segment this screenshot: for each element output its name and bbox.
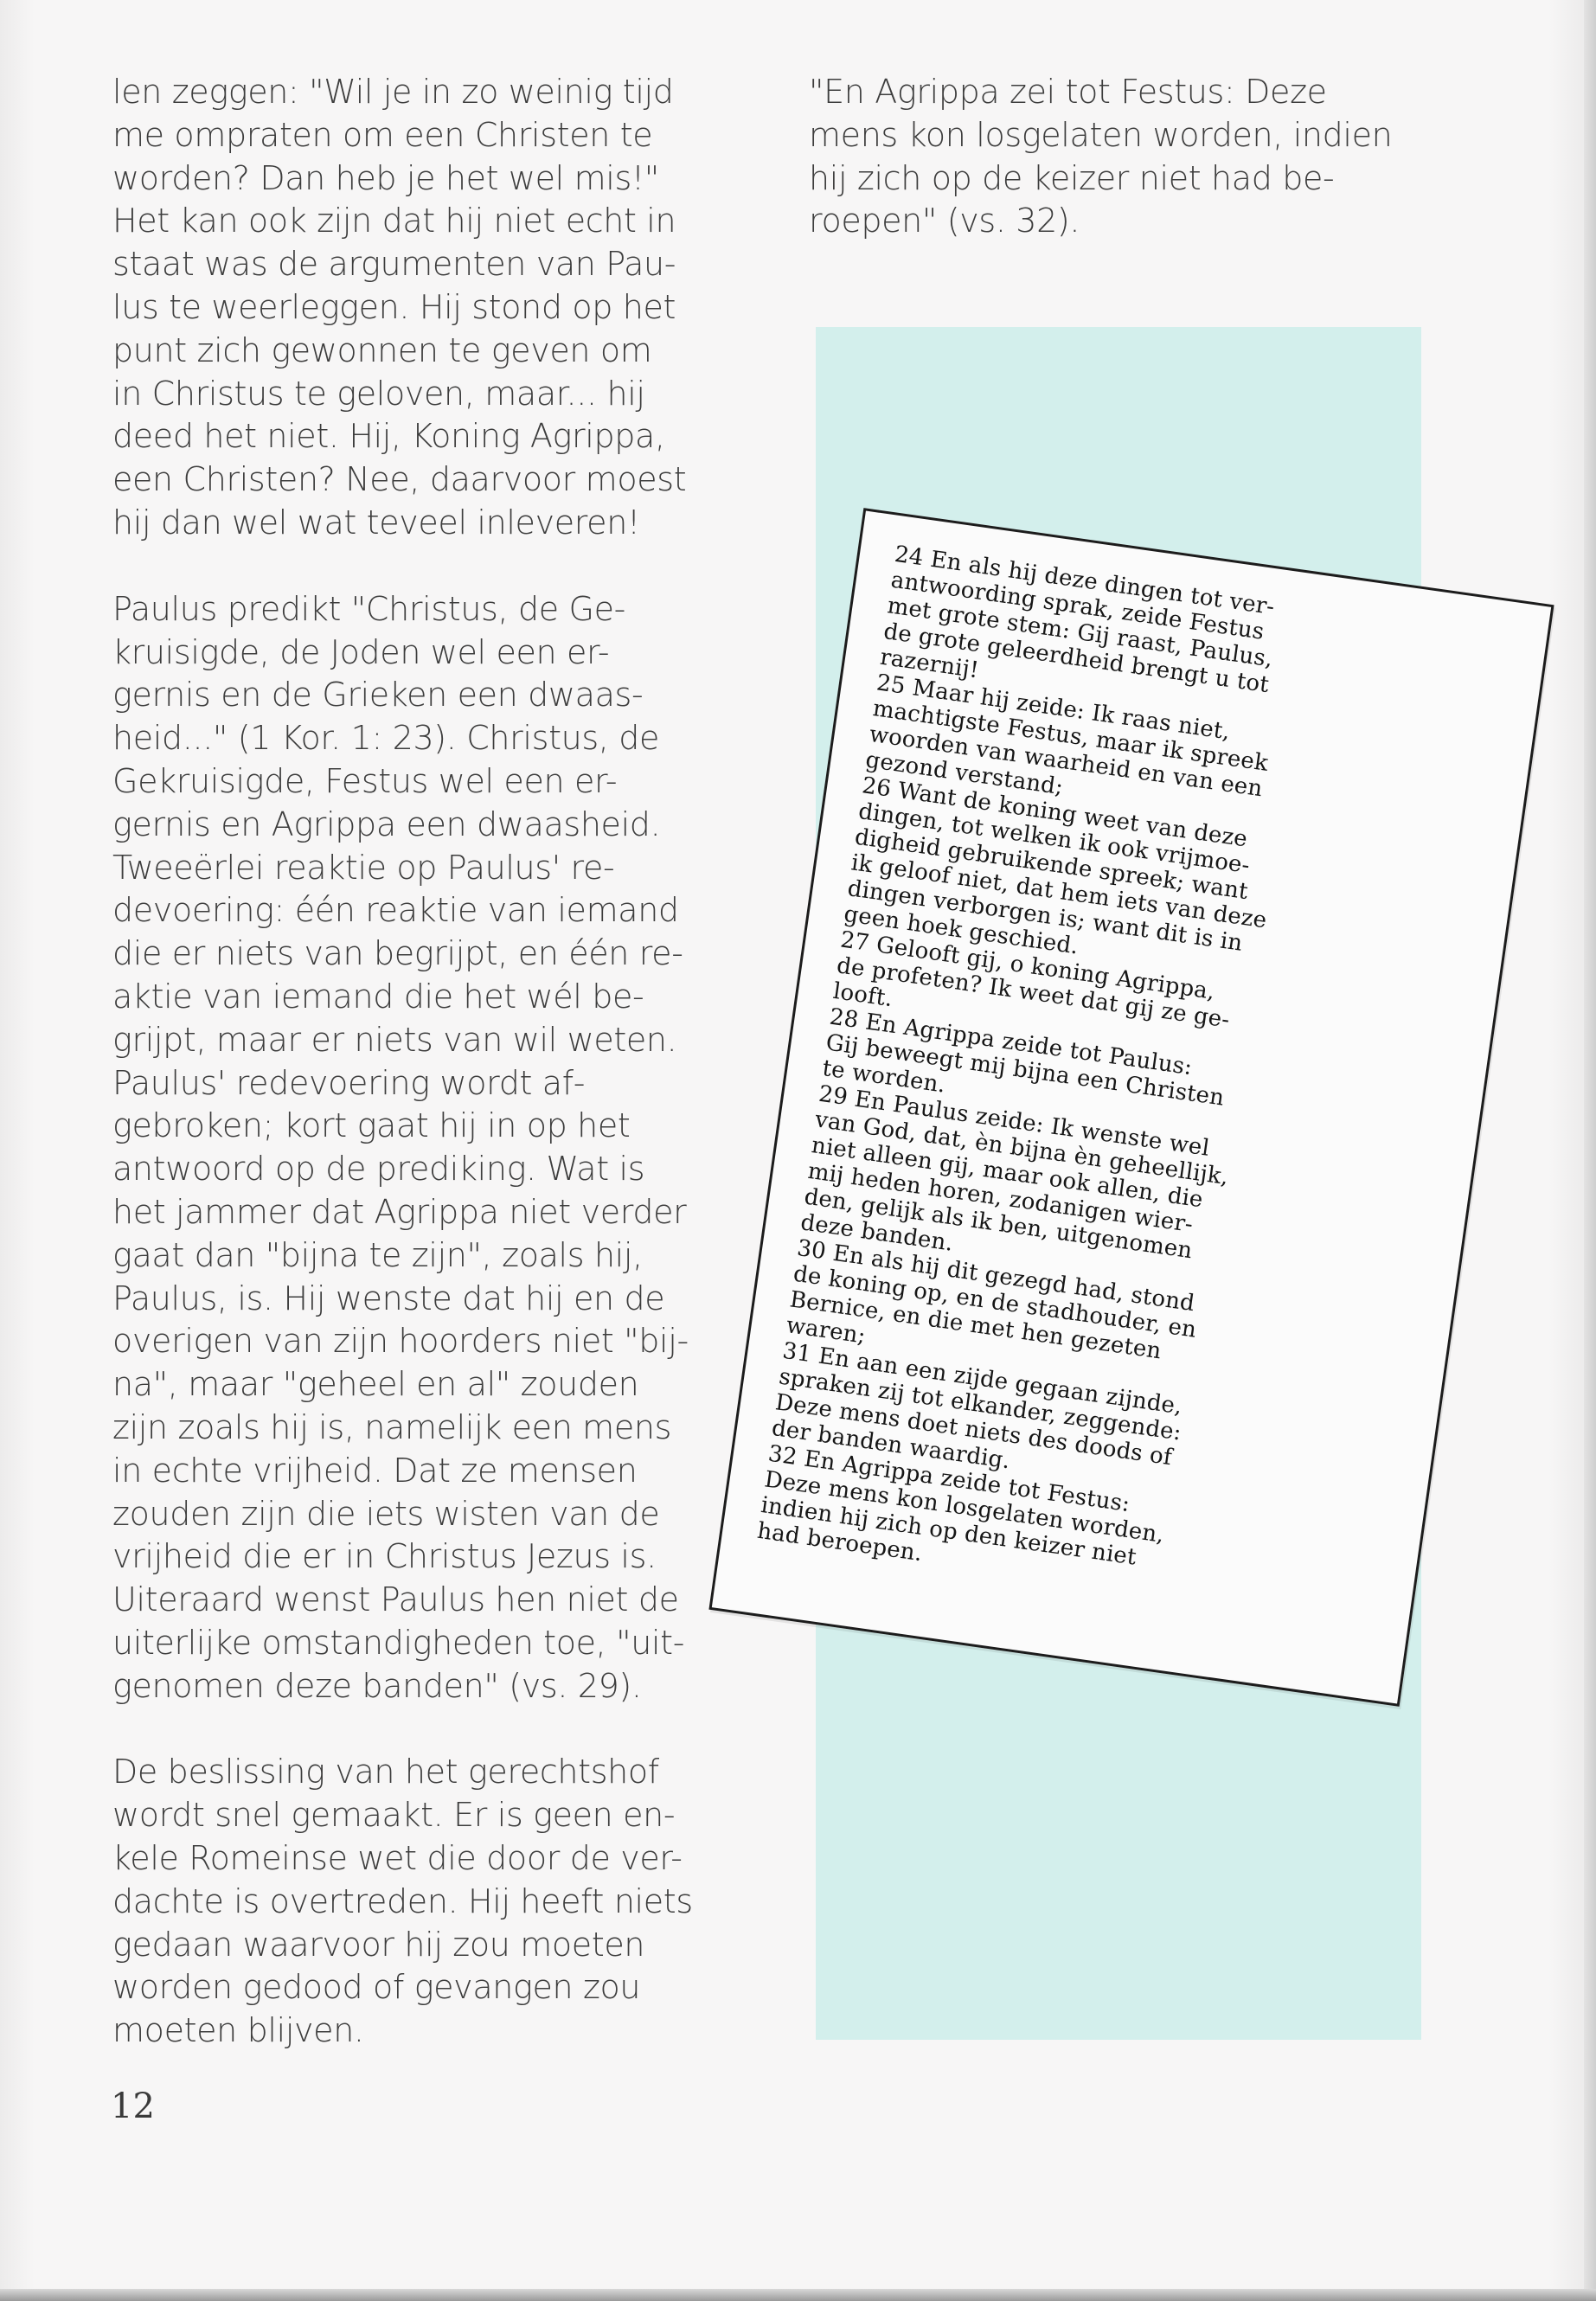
paragraph-3: De beslissing van het gerechtshof wordt snel gemaakt. Er is geen en- kele Romeinse wet die door de ver- dachte is overtreden. Hij heeft niets gedaan waarvoor hij zou moeten worden gedood of gevangen zou moeten blijven. xyxy=(112,1753,693,2050)
scripture-text: 24 En als hij deze dingen tot ver- antwoording sprak, zeide Festus met grote stem: Gij raast, Paulus, de grote geleerdheid brengt u tot razernij! 25 Maar hij zeide: Ik raas niet, machtigste Festus, maar ik spreek woorden van waarheid en van een gezond verstand; 26 Want de koning weet van deze dingen, tot welken ik ook vrijmoe- digheid gebruikende spreek; want ik geloof niet, dat hem iets van deze dingen verborgen is; want dit is in geen hoek geschied. 27 Gelooft gij, o koning Agrippa, de profeten? Ik weet dat gij ze ge- looft. 28 En Agrippa zeide tot Paulus: Gij beweegt mij bijna een Christen te worden. 29 En Paulus zeide: Ik wenste wel van God, dat, èn bijna èn geheellijk, niet alleen gij, maar ook allen, die mij heden horen, zodanigen wier- den, gelijk als ik ben, uitgenomen deze banden. 30 En als hij dit gezegd had, stond de koning op, en de stadhouder, en Bernice, en die met hen gezeten waren; 31 En aan een zijde gegaan zijnde, spraken zij tot elkander, zeggende: Deze mens doet niets des doods of der banden waardig. 32 En Agrippa zeide tot Festus: Deze mens kon losgelaten worden, indien hij zich op den keizer niet had beroepen. xyxy=(755,541,1277,1571)
paragraph-2: Paulus predikt "Christus, de Ge- kruisigde, de Joden wel een er- gernis en de Grieken een dwaas- heid..." (1 Kor. 1: 23). Christus, de Gekruisigde, Festus wel een er- gernis en Agrippa een dwaasheid. Tweeërlei reaktie op Paulus' re- devoering: één reaktie van iemand die er niets van begrijpt, en één re- aktie van iemand die het wél be- grijpt, maar er niets van wil weten. Paulus' redevoering wordt af- gebroken; kort gaat hij in op het antwoord op de prediking. Wat is het jammer dat Agrippa niet verder gaat dan "bijna te zijn", zoals hij, Paulus, is. Hij wenste dat hij en de overigen van zijn hoorders niet "bij- na", maar "geheel en al" zouden zijn zoals hij is, namelijk een mens in echte vrijheid. Dat ze mensen zouden zijn die iets wisten van de vrijheid die er in Christus Jezus is. Uiteraard wenst Paulus hen niet de uiterlijke omstandigheden toe, "uit- genomen deze banden" (vs. 29). xyxy=(112,589,689,1705)
page-edge xyxy=(1584,0,1596,2301)
page-number: 12 xyxy=(111,2086,155,2126)
bottom-edge xyxy=(0,2289,1596,2301)
left-text-column xyxy=(112,71,731,2053)
quote-paragraph: "En Agrippa zei tot Festus: Deze mens kon losgelaten worden, indien hij zich op de keizer niet had be- roepen" (vs. 32). xyxy=(809,73,1393,240)
right-text-column xyxy=(809,71,1432,243)
paragraph-1: len zeggen: "Wil je in zo weinig tijd me ompraten om een Christen te worden? Dan heb je het wel mis!" Het kan ook zijn dat hij niet echt in staat was de argumenten van Pau- lus te weerleggen. Hij stond op het punt zich gewonnen te geven om in Christus te geloven, maar... hij deed het niet. Hij, Koning Agrippa, een Christen? Nee, daarvoor moest hij dan wel wat teveel inleveren! xyxy=(112,73,687,542)
